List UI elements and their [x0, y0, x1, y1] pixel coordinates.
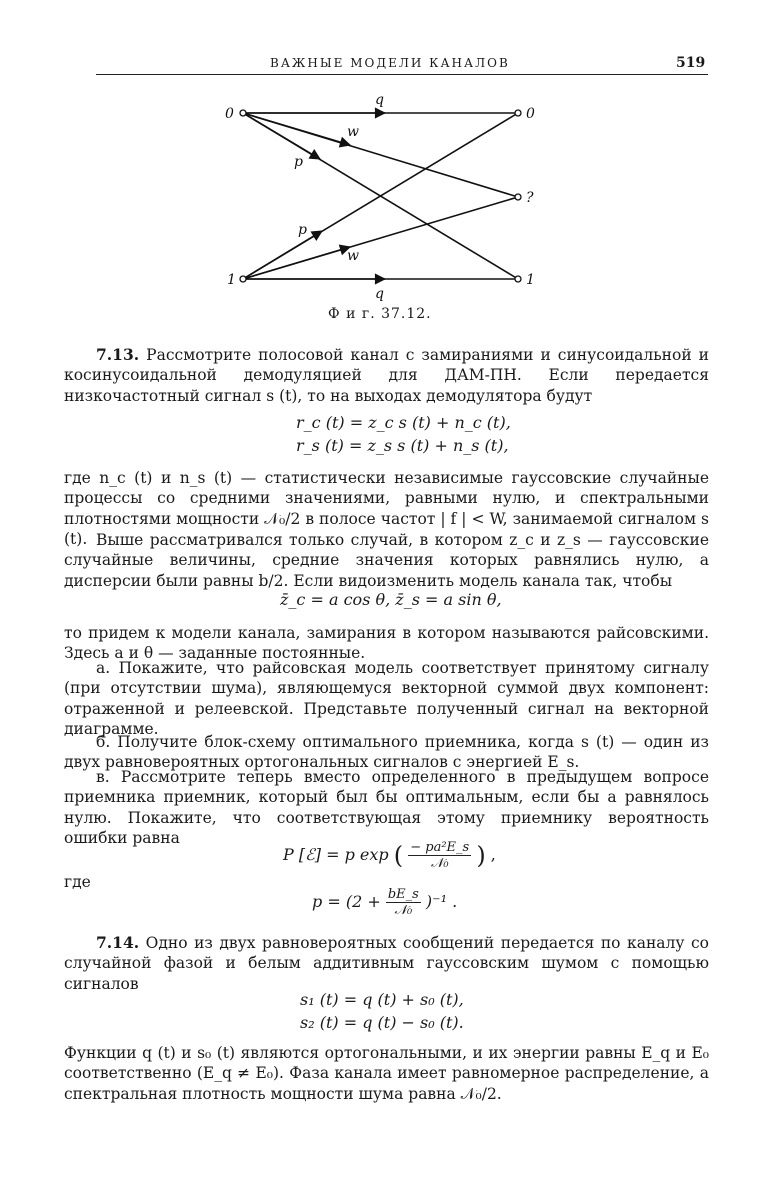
equation-s1: s₁ (t) = q (t) + s₀ (t),: [300, 990, 464, 1009]
problem-7-14-para2: Функции q (t) и s₀ (t) являются ортогональными, и их энергии равны E_q и E₀ соответственно (E_q ≠ E₀). Фаза канала имеет равномерное распределение, а спектральная плотность мощности шума равна 𝒩₀/2.: [64, 1044, 709, 1103]
label-out-0: 0: [526, 106, 535, 122]
problem-7-13-item-b: б. Получите блок-схему оптимального приемника, когда s (t) — один из двух равновероятных ортогональных сигналов с энергией E_s.: [64, 733, 709, 772]
eq5-fraction: [386, 887, 421, 918]
edge-label-q-top: q: [375, 92, 384, 108]
label-in-1: 1: [227, 272, 236, 288]
eq5-left: p = (2 +: [312, 892, 381, 911]
problem-7-13-text: Рассмотрите полосовой канал с замираниями и синусоидальной и косинусоидальной демодуляцией для ДАМ-ПН. Если передается низкочастотный сигнал s (t), то на выходах демодулятора будут: [64, 346, 709, 405]
label-in-0: 0: [225, 106, 234, 122]
node-out-1: [515, 276, 521, 282]
edge-label-p-top: p: [294, 154, 303, 170]
equation-s2: s₂ (t) = q (t) − s₀ (t).: [300, 1013, 464, 1032]
edge-label-w-bottom: w: [347, 248, 359, 264]
eq4-denominator: 𝒩₀: [430, 856, 449, 871]
equation-rs: r_s (t) = z_s s (t) + n_s (t),: [296, 436, 509, 455]
problem-7-14-intro: [64, 933, 709, 994]
figure-caption: Ф и г. 37.12.: [328, 306, 432, 322]
equation-rice: z̄_c = a cos θ, z̄_s = a sin θ,: [280, 590, 502, 609]
edge-label-p-bottom: p: [298, 222, 307, 238]
running-header: ВАЖНЫЕ МОДЕЛИ КАНАЛОВ: [270, 56, 510, 70]
edge-0-erase-arrow: [243, 113, 350, 145]
equation-rc: r_c (t) = z_c s (t) + n_c (t),: [296, 413, 511, 432]
problem-7-14-text: Одно из двух равновероятных сообщений передается по каналу со случайной фазой и белым аддитивным гауссовским шумом с помощью сигналов: [64, 934, 709, 993]
problem-7-13-number: 7.13.: [96, 345, 140, 364]
problem-7-13-where: где n_c (t) и n_s (t) — статистически независимые гауссовские случайные процессы со средними значениями, равными нулю, и спектральными плотностями мощности 𝒩₀/2 в полосе частот | f | < W, занимаемой сигналом s (t).: [64, 469, 709, 549]
eq4-numerator: − pa²E_s: [410, 840, 470, 855]
edge-label-w-top: w: [347, 124, 359, 140]
eq4-fraction: [408, 840, 471, 871]
equation-p: [312, 887, 457, 918]
node-in-1: [240, 276, 246, 282]
eq5-denominator: 𝒩₀: [394, 903, 413, 918]
label-out-1: 1: [526, 272, 535, 288]
problem-7-14-number: 7.14.: [96, 933, 140, 952]
equation-error-prob: P [ℰ] = p exp ( $\frac{\text{− pa²E\_s}}{\text{𝒩₀}}$ ) ,: [283, 840, 496, 871]
problem-7-13-para3: то придем к модели канала, замирания в котором называются райсовскими. Здесь a и θ — заданные постоянные.: [64, 624, 709, 663]
problem-7-13-item-c: в. Рассмотрите теперь вместо определенного в предыдущем вопросе приемника приемник, который был бы оптимальным, если бы a равнялось нулю. Покажите, что соответствующая этому приемнику вероятность ошибки равна: [64, 768, 709, 848]
page-number: 519: [676, 55, 706, 71]
problem-7-13-item-a: а. Покажите, что райсовская модель соответствует принятому сигналу (при отсутствии шума), являющемуся векторной суммой двух компонент: отраженной и релеевской. Представьте полученный сигнал на векторной диаграмме.: [64, 659, 709, 739]
header-rule: [96, 74, 708, 75]
edge-0-1-arrow: [243, 113, 320, 159]
node-out-erase: [515, 194, 521, 200]
eq5-numerator: bE_s: [387, 887, 419, 902]
edge-1-0-arrow: [243, 231, 322, 279]
problem-7-13-para2: Выше рассматривался только случай, в котором z_c и z_s — гауссовские случайные величины, средние значения которых равнялись нулю, а дисперсии были равны b/2. Если видоизменить модель канала так, чтобы: [64, 531, 709, 590]
label-out-erase: ?: [526, 190, 534, 206]
edge-label-q-bottom: q: [375, 286, 384, 302]
node-in-0: [240, 110, 246, 116]
eq4-left: P [ℰ] = p exp: [283, 845, 389, 864]
problem-7-13-intro: [64, 345, 709, 406]
node-out-0: [515, 110, 521, 116]
eq5-right: )⁻¹ .: [425, 892, 458, 911]
channel-diagram: [210, 84, 550, 309]
where-word: где: [64, 873, 91, 891]
edge-1-erase-arrow: [243, 247, 350, 279]
